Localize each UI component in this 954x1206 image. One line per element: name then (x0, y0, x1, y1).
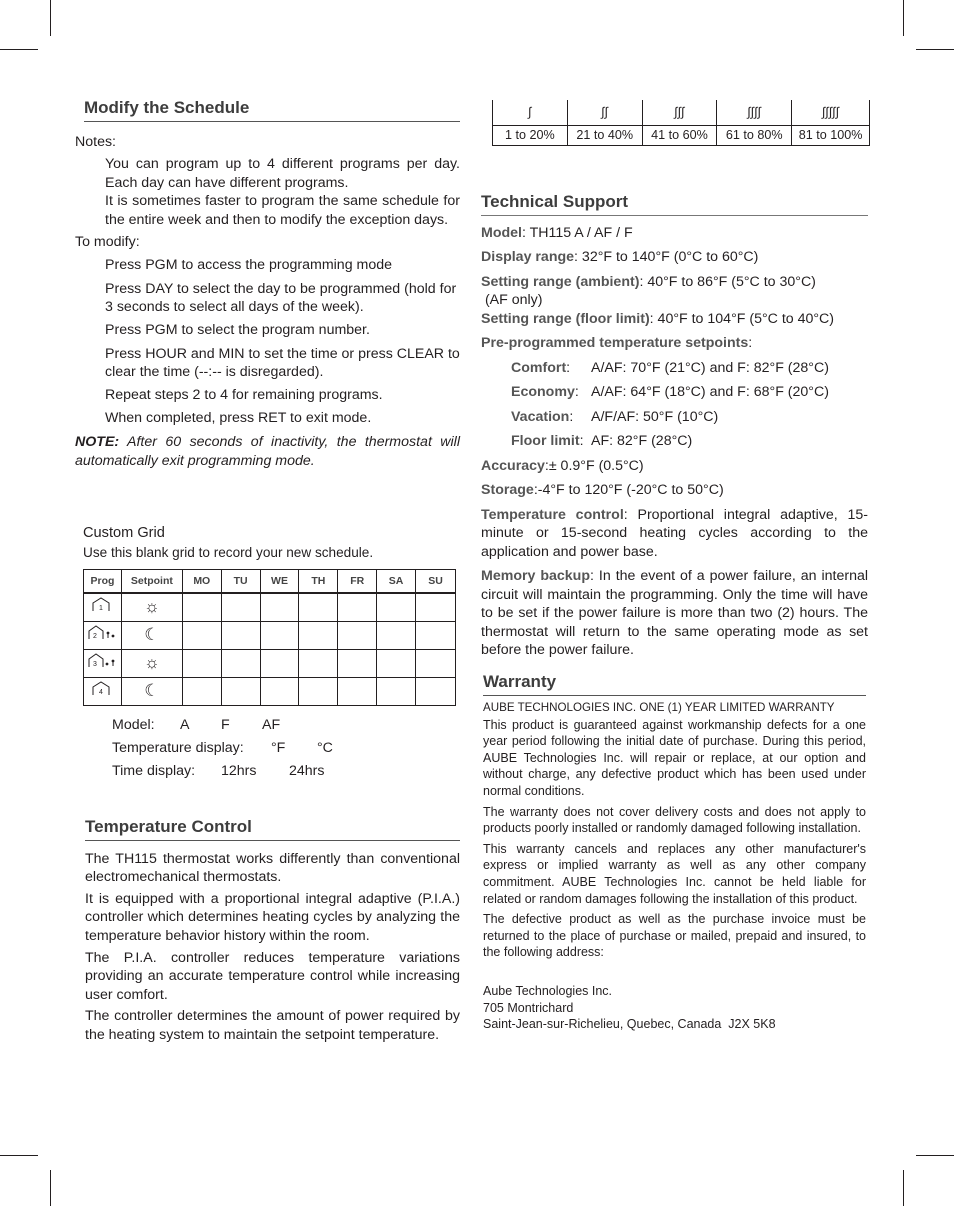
address-block (483, 983, 866, 1033)
schedule-grid (83, 569, 456, 706)
warranty-section (483, 673, 866, 1033)
spec-setpoints (481, 334, 868, 353)
moon-icon: ☾ (121, 678, 182, 706)
spec-note: (AF only) (481, 292, 543, 308)
note-label: NOTE: (75, 433, 120, 450)
spec-value: :-4°F to 120°F (-20°C to 50°C) (533, 482, 724, 498)
grid-cell[interactable] (416, 622, 456, 650)
to-modify-label: To modify: (75, 233, 140, 250)
step-text: Repeat steps 2 to 4 for remaining programs. (105, 386, 383, 403)
setpoint-value: A/F/AF: 50°F (10°C) (591, 408, 719, 425)
grid-cell[interactable] (338, 678, 377, 706)
setpoint-value: A/AF: 70°F (21°C) and F: 82°F (28°C) (591, 359, 829, 376)
grid-cell[interactable] (299, 593, 338, 622)
spec-value: : In the event of a power failure, an internal circuit will maintain the programming. Only the time will have to be set if the power failure is more than two (2) hours. The thermostat will return to the same operating mode as set before the power failure. (481, 568, 868, 658)
prog-number: 2 (93, 632, 98, 640)
temperature-display-label: Temperature display: (112, 740, 244, 757)
heat-level-table-wrap (492, 100, 870, 146)
note-text: It is sometimes faster to program the same schedule for the entire week and then to modify the exception days. (105, 193, 460, 228)
section-heading: Modify the Schedule (84, 99, 460, 122)
spec-label: Model (481, 224, 522, 241)
grid-header: SU (416, 570, 456, 594)
crop-mark (0, 1155, 38, 1156)
grid-cell[interactable] (377, 678, 416, 706)
grid-header: Prog (84, 570, 122, 594)
crop-mark (50, 0, 51, 36)
spec-memory-backup (481, 567, 868, 660)
crop-mark (916, 1155, 954, 1156)
section-heading: Technical Support (481, 193, 868, 216)
grid-cell[interactable] (338, 650, 377, 678)
crop-mark (903, 1170, 904, 1206)
setpoint-label: Comfort (511, 359, 567, 376)
temperature-options (112, 739, 456, 762)
spec-label: Memory backup (481, 568, 591, 584)
setpoint-label: Floor limit (511, 433, 580, 449)
grid-header: FR (338, 570, 377, 594)
grid-cell[interactable] (377, 622, 416, 650)
note-text: You can program up to 4 different programs per day. Each day can have different programs. (105, 156, 460, 191)
grid-header: WE (260, 570, 299, 594)
spec-label: Accuracy (481, 457, 545, 474)
spec-label: Display range (481, 249, 575, 265)
note-body: After 60 seconds of inactivity, the thermostat will automatically exit programming mode. (75, 433, 460, 469)
table-row (493, 100, 870, 125)
setpoint-row (511, 383, 868, 402)
address-line: Aube Technologies Inc. (483, 983, 613, 998)
heat-level-icon: ∫∫∫∫∫ (792, 100, 870, 125)
setpoint-label: Economy (511, 384, 575, 400)
spec-value: : 32°F to 140°F (0°C to 60°C) (574, 249, 759, 265)
paragraph: The controller determines the amount of power required by the heating system to maintain the setpoint temperature. (85, 1008, 460, 1043)
grid-header-row (84, 570, 456, 594)
grid-subtitle: Use this blank grid to record your new schedule. (83, 544, 374, 560)
spec-ambient-range (481, 273, 868, 292)
model-label: Model: (112, 717, 155, 734)
spec-value: : 40°F to 86°F (5°C to 30°C) (639, 273, 816, 290)
technical-support-section (481, 193, 868, 660)
wake-icon (84, 593, 122, 622)
grid-cell[interactable] (338, 593, 377, 622)
paragraph: The TH115 thermostat works differently than conventional electromechanical thermostats. (85, 850, 460, 886)
address-line: 705 Montrichard (483, 1000, 574, 1015)
step-text: Press PGM to access the programming mode (105, 257, 393, 274)
grid-cell[interactable] (416, 650, 456, 678)
table-row (84, 678, 456, 706)
spec-value: : 40°F to 104°F (5°C to 40°C) (649, 310, 835, 327)
custom-grid-section (83, 524, 456, 785)
time-options (112, 762, 456, 785)
setpoint-value: AF: 82°F (28°C) (591, 433, 693, 449)
grid-header: MO (182, 570, 221, 594)
crop-mark (50, 1170, 51, 1206)
table-row (84, 650, 456, 678)
model-options (112, 716, 456, 739)
paragraph: This product is guaranteed against workmanship defects for a one year period following the initial date of purchase. During this period, AUBE Technologies Inc. will repair or replace, at our option and without charge, any defective product which has been used under normal conditions. (483, 717, 866, 798)
table-row (84, 622, 456, 650)
grid-cell[interactable] (221, 593, 260, 622)
moon-icon: ☾ (121, 622, 182, 650)
option-af[interactable]: AF (262, 717, 281, 734)
prog-number: 4 (99, 688, 104, 696)
section-heading: Temperature Control (85, 818, 460, 841)
grid-cell[interactable] (416, 678, 456, 706)
grid-cell[interactable] (260, 678, 299, 706)
spec-temperature-control (481, 506, 868, 562)
heat-level-icon: ∫∫∫∫ (717, 100, 792, 125)
table-row (84, 593, 456, 622)
setpoint-sep: : (566, 359, 571, 376)
paragraph: This warranty cancels and replaces any other manufacturer's express or implied warranty as well as any other company commitment. AUBE Technologies Inc. cannot be held liable for related or random damages following the installation of this product. (483, 841, 866, 906)
step-text: Press HOUR and MIN to set the time or press CLEAR to clear the time (--:-- is disregarded). (105, 345, 460, 381)
prog-number: 3 (93, 660, 98, 668)
option-fahrenheit[interactable]: °F (271, 740, 286, 757)
setpoint-row (511, 432, 868, 451)
time-display-label: Time display: (112, 763, 196, 780)
grid-cell[interactable] (299, 650, 338, 678)
warranty-subtitle: AUBE TECHNOLOGIES INC. ONE (1) YEAR LIMITED WARRANTY (483, 700, 835, 714)
step-text: Press PGM to select the program number. (105, 321, 370, 338)
grid-cell[interactable] (338, 622, 377, 650)
setpoint-value: A/AF: 64°F (18°C) and F: 68°F (20°C) (591, 384, 829, 400)
spec-value: : Proportional integral adaptive, 15-minute or 15-second heating cycles according to the application and power base. (481, 506, 868, 560)
heat-range: 61 to 80% (717, 125, 792, 145)
setpoint-label: Vacation (511, 408, 570, 425)
paragraph: The warranty does not cover delivery costs and does not apply to products poorly installed or randomly damaged following installation. (483, 804, 866, 836)
grid-cell[interactable] (221, 622, 260, 650)
grid-cell[interactable] (221, 678, 260, 706)
grid-cell[interactable] (377, 650, 416, 678)
paragraph: It is equipped with a proportional integral adaptive (P.I.A.) controller which determines heating cycles by analyzing the temperature behavior history within the room. (85, 890, 460, 944)
inactivity-note (75, 433, 460, 470)
heat-range: 81 to 100% (792, 125, 870, 145)
grid-cell[interactable] (260, 650, 299, 678)
spec-label: Storage (481, 482, 534, 498)
spec-accuracy (481, 457, 868, 476)
grid-cell[interactable] (260, 593, 299, 622)
spec-model (481, 224, 868, 243)
step-text: When completed, press RET to exit mode. (105, 410, 372, 427)
spec-label: Setting range (ambient) (481, 273, 640, 290)
heat-range: 1 to 20% (493, 125, 568, 145)
option-24hrs[interactable]: 24hrs (289, 763, 325, 780)
setpoint-row (511, 359, 868, 378)
heat-range: 41 to 60% (642, 125, 717, 145)
option-a[interactable]: A (180, 717, 190, 734)
spec-value: :± 0.9°F (0.5°C) (544, 457, 644, 474)
grid-header: SA (377, 570, 416, 594)
spec-label: Setting range (floor limit) (481, 310, 650, 327)
spec-label: Pre-programmed temperature setpoints (481, 335, 749, 351)
spec-label: Temperature control (481, 506, 624, 523)
heat-level-icon: ∫∫∫ (642, 100, 717, 125)
sun-icon: ☼ (121, 650, 182, 678)
grid-cell[interactable] (416, 593, 456, 622)
heat-range: 21 to 40% (567, 125, 642, 145)
leave-icon (84, 622, 122, 650)
option-f[interactable]: F (221, 717, 230, 734)
grid-header: Setpoint (121, 570, 182, 594)
grid-cell[interactable] (377, 593, 416, 622)
grid-cell[interactable] (182, 593, 221, 622)
setpoint-row (511, 408, 868, 427)
setpoint-sep: : (569, 408, 574, 425)
address-line: Saint-Jean-sur-Richelieu, Quebec, Canada J2X 5K8 (483, 1017, 776, 1032)
grid-header: TU (221, 570, 260, 594)
grid-cell[interactable] (299, 678, 338, 706)
option-12hrs[interactable]: 12hrs (221, 763, 257, 780)
grid-title: Custom Grid (83, 525, 165, 541)
sleep-icon (84, 678, 122, 706)
option-celsius[interactable]: °C (317, 740, 333, 757)
spec-colon: : (748, 335, 753, 351)
table-row (493, 125, 870, 145)
section-heading: Warranty (483, 673, 866, 696)
grid-cell[interactable] (182, 622, 221, 650)
grid-cell[interactable] (260, 622, 299, 650)
grid-header: TH (299, 570, 338, 594)
setpoint-sep: : (574, 384, 579, 400)
step-text: Press DAY to select the day to be programmed (hold for 3 seconds to select all days of the week). (105, 280, 457, 316)
crop-mark (0, 49, 38, 50)
sun-icon: ☼ (121, 593, 182, 622)
paragraph: The P.I.A. controller reduces temperature variations providing an accurate temperature control while increasing user comfort. (85, 949, 460, 1003)
grid-cell[interactable] (299, 622, 338, 650)
heat-level-icon: ∫∫ (567, 100, 642, 125)
spec-storage (481, 481, 868, 500)
paragraph: The defective product as well as the purchase invoice must be returned to the place of purchase or mailed, prepaid and insured, to the following address: (483, 912, 866, 960)
crop-mark (916, 49, 954, 50)
spec-display-range (481, 248, 868, 267)
spec-value: : TH115 A / AF / F (521, 224, 633, 241)
spec-floor-range (481, 310, 868, 329)
return-icon (84, 650, 122, 678)
grid-cell[interactable] (182, 650, 221, 678)
grid-cell[interactable] (221, 650, 260, 678)
setpoint-sep: : (579, 433, 584, 449)
heat-level-table (492, 100, 870, 146)
grid-cell[interactable] (182, 678, 221, 706)
schedule-section (75, 99, 460, 470)
prog-number: 1 (99, 604, 104, 612)
crop-mark (903, 0, 904, 36)
notes-label: Notes: (75, 133, 117, 150)
heat-level-icon: ∫ (493, 100, 568, 125)
temperature-control-section (85, 818, 460, 1045)
